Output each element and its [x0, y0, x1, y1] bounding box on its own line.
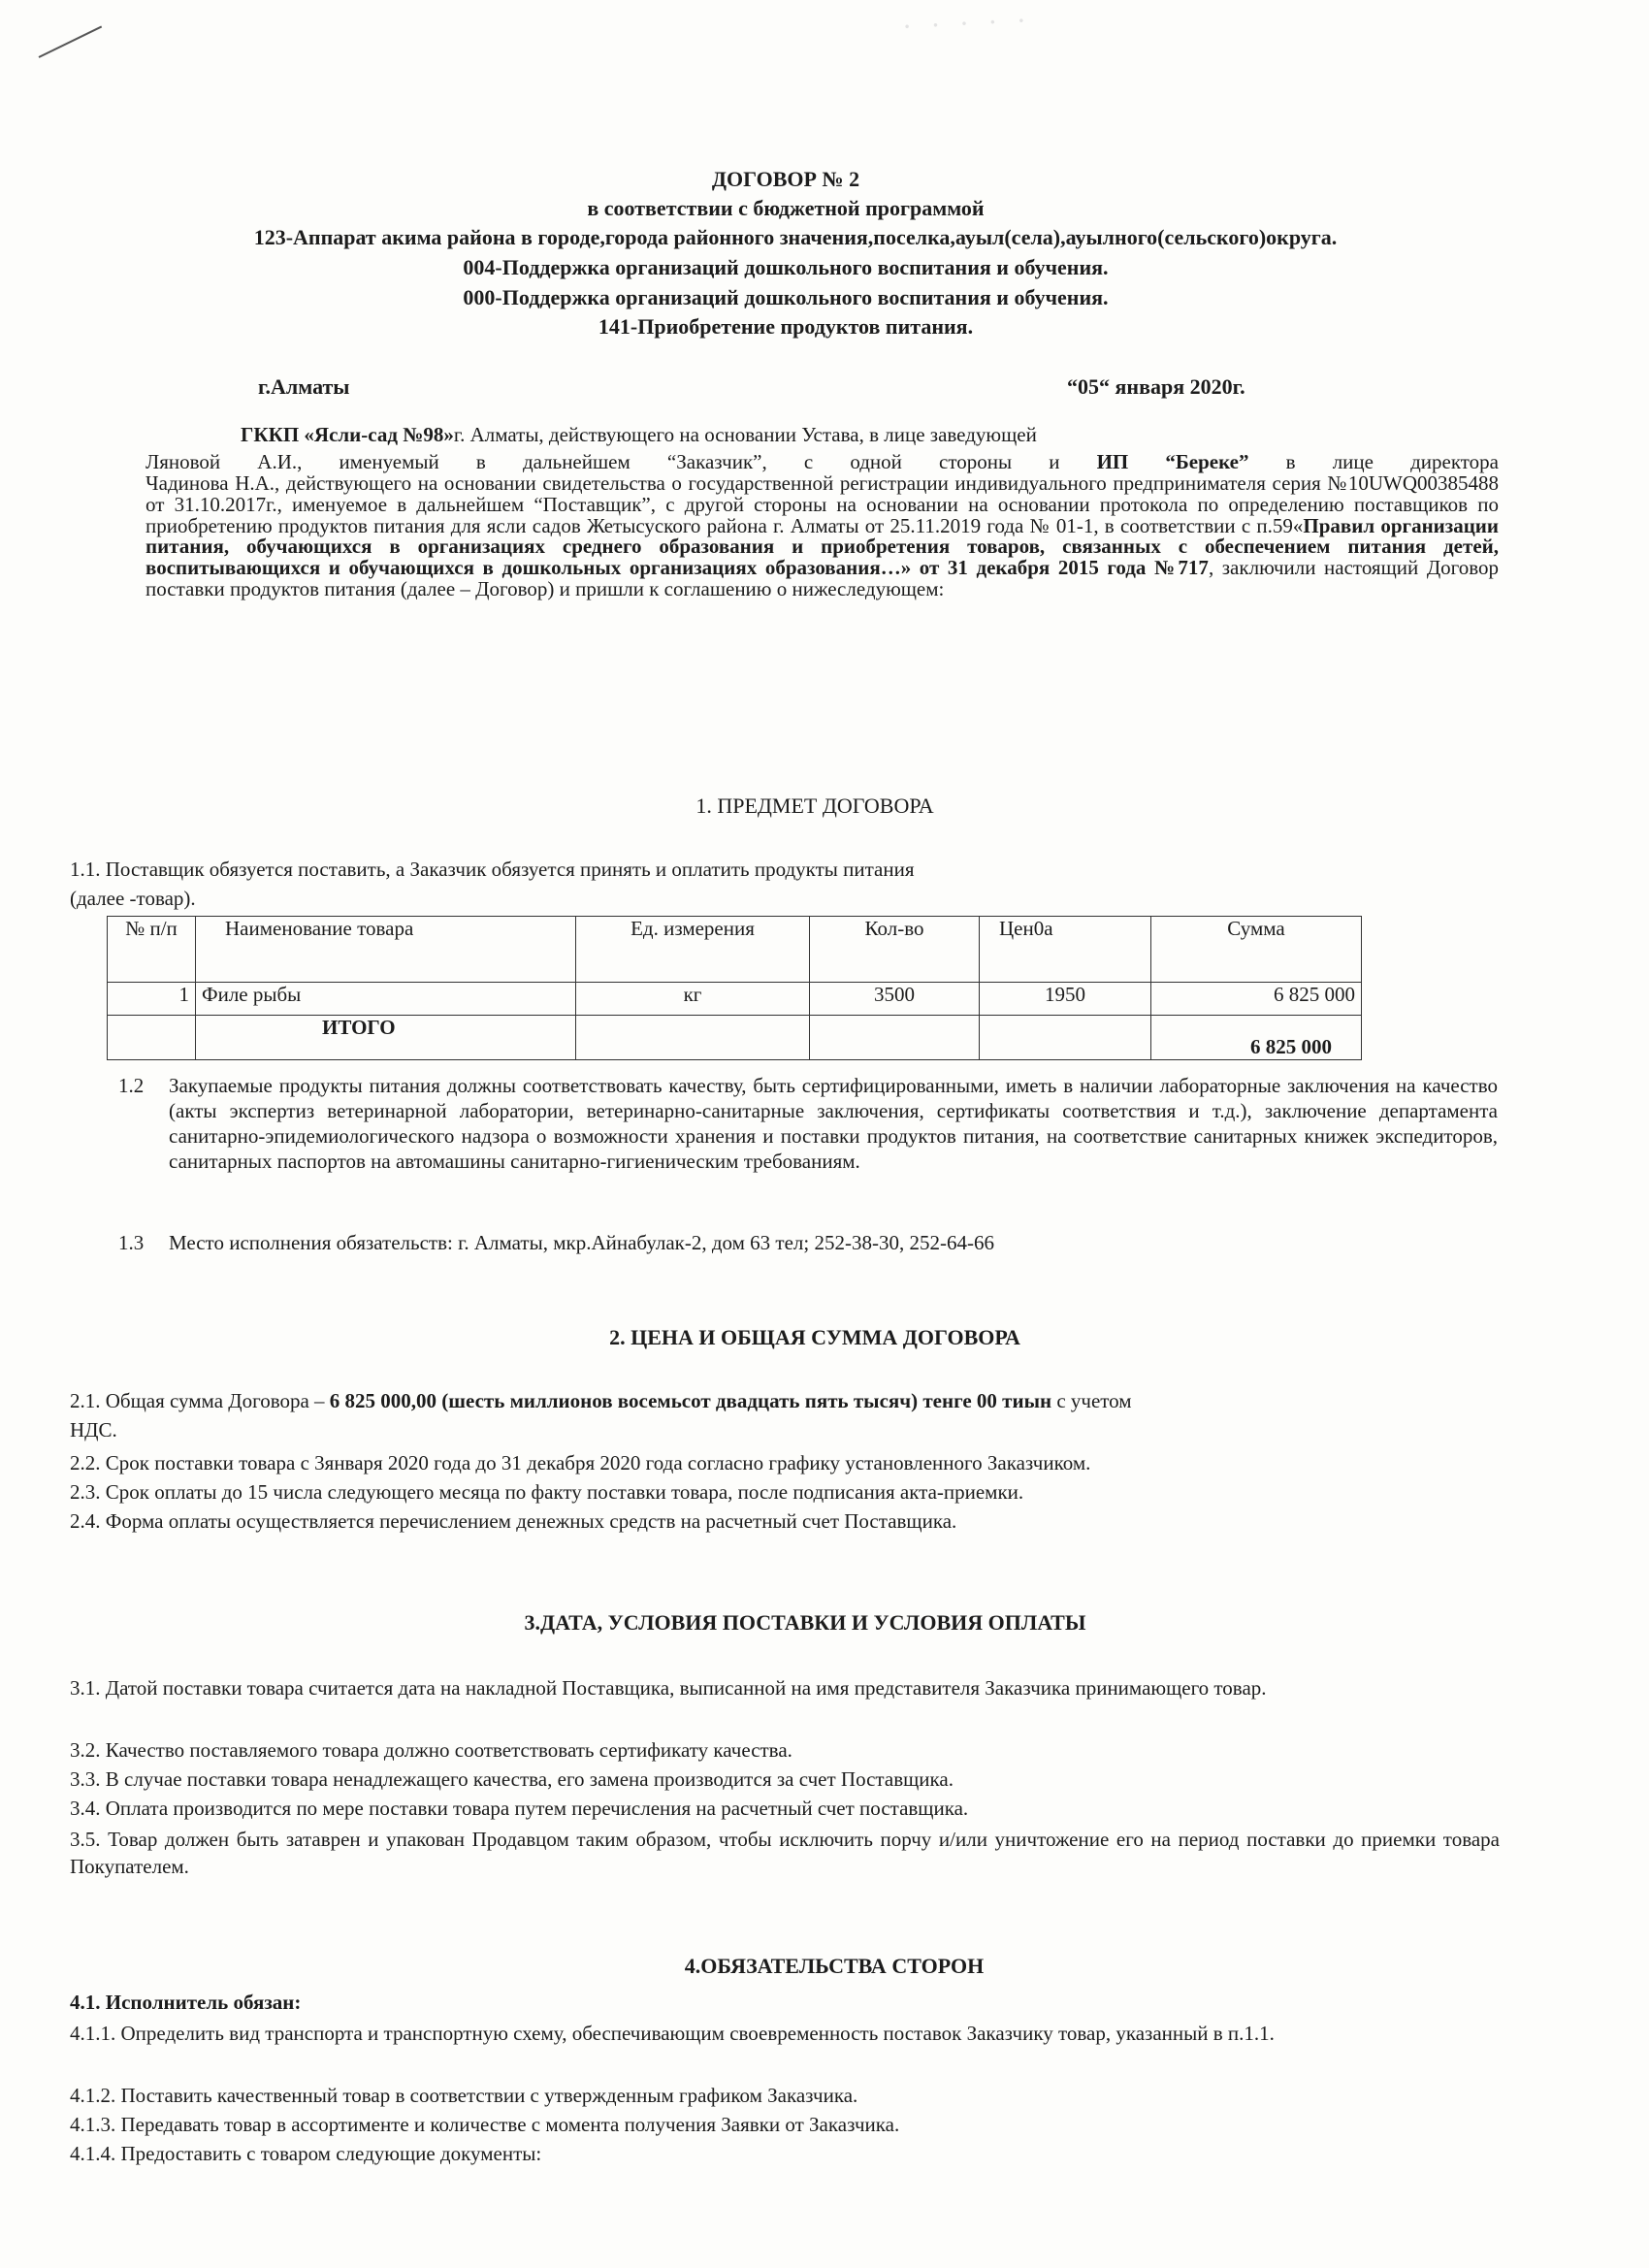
cell-price: 1950 — [980, 983, 1151, 1016]
contract-date: “05“ января 2020г. — [1067, 374, 1245, 399]
table-total-row — [108, 1016, 1362, 1060]
contract-title: ДОГОВОР № 2 — [711, 167, 860, 191]
item-1-1-cont: (далее -товар). — [70, 887, 196, 910]
item-2-3: 2.3. Срок оплаты до 15 числа следующего месяца по факту поставки товара, после подписания акта-приемки. — [70, 1480, 1024, 1504]
section-2-title: 2. ЦЕНА И ОБЩАЯ СУММА ДОГОВОРА — [609, 1325, 1020, 1349]
item-4-1: 4.1. Исполнитель обязан: — [70, 1991, 302, 2014]
contract-city: г.Алматы — [258, 374, 350, 399]
item-1-2: 1.2 Закупаемые продукты питания должны соответствовать качеству, быть сертифицированными, иметь в наличии лабораторные заключения на качество (акты экспертиз ветеринарной лаборатории, ветеринарно-санитарные заключения, сертификаты соответствия и т.д.), заключение департамента санитарно-эпидемиологического надзора о возможности хранения и поставки продуктов питания, на соответствие санитарных книжек экспедиторов, санитарных паспортов на автомашины санитарно-гигиеническим требованиям. — [118, 1074, 1498, 1173]
contract-subtitle: в соответствии с бюджетной программой — [587, 196, 985, 220]
supplier-name: ИП “Береке” — [1096, 450, 1249, 473]
item-3-5: 3.5. Товар должен быть затаврен и упакован Продавцом таким образом, чтобы исключить порчу и/или уничтожение его на период поставки до приемки товара Покупателем. — [70, 1828, 1500, 1878]
preamble-line2: Ляновой А.И., именуемый в дальнейшем “Заказчик”, с одной стороны и ИП “Береке” в лице директора — [146, 450, 1499, 473]
cell-sum: 6 825 000 — [1151, 983, 1362, 1016]
col-header-name: Наименование товара — [196, 917, 576, 983]
item-4-1-3: 4.1.3. Передавать товар в ассортименте и количестве с момента получения Заявки от Заказчика. — [70, 2113, 900, 2136]
goods-table — [107, 916, 1362, 1060]
total-value: 6 825 000 — [1151, 1016, 1362, 1060]
col-header-number: № п/п — [108, 917, 196, 983]
customer-org: ГККП «Ясли-сад №98» — [241, 423, 454, 446]
item-1-1: 1.1. Поставщик обязуется поставить, а Заказчик обязуется принять и оплатить продукты питания — [70, 858, 915, 881]
col-header-unit: Ед. измерения — [576, 917, 810, 983]
cell-qty: 3500 — [810, 983, 980, 1016]
preamble-body: Чадинова Н.А., действующего на основании свидетельства о государственной регистрации индивидуального предпринимателя серия №10UWQ00385488 от 31.10.2017г., именуемое в дальнейшем “Поставщик”, с другой стороны на основании на основании протокола по определению поставщиков по приобретению продуктов питания для ясли садов Жетысуского района г. Алматы от 25.11.2019 года № 01-1, в соответствии с п.59«Правил организации питания, обучающихся в организациях среднего образования и приобретения товаров, связанных с обеспечением питания детей, воспитывающихся и обучающихся в дошкольных организациях образования…» от 31 декабря 2015 года №717, заключили настоящий Договор поставки продуктов питания (далее – Договор) и пришли к соглашению о нижеследующем: — [146, 471, 1500, 600]
cell-unit: кг — [576, 983, 810, 1016]
faint-stamp: · · · · · — [901, 4, 1033, 44]
rules-reference: Правил организации питания, обучающихся в организациях среднего образования и приобретения товаров, связанных с обеспечением питания детей, воспитывающихся и обучающихся в дошкольных организациях образования…» от 31 декабря 2015 года №717 — [146, 513, 1500, 580]
item-4-1-4: 4.1.4. Предоставить с товаром следующие документы: — [70, 2142, 542, 2165]
item-2-4: 2.4. Форма оплаты осуществляется перечислением денежных средств на расчетный счет Поставщика. — [70, 1509, 957, 1533]
pen-mark — [39, 26, 103, 58]
table-row — [108, 983, 1362, 1016]
total-label: ИТОГО — [196, 1016, 576, 1060]
item-3-2: 3.2. Качество поставляемого товара должно соответствовать сертификату качества. — [70, 1738, 792, 1762]
budget-line-000: 000-Поддержка организаций дошкольного воспитания и обучения. — [463, 285, 1109, 309]
budget-line-004: 004-Поддержка организаций дошкольного воспитания и обучения. — [463, 255, 1109, 279]
item-1-3: 1.3 Место исполнения обязательств: г. Алматы, мкр.Айнабулак-2, дом 63 тел; 252-38-30, 252-64-66 — [118, 1231, 994, 1254]
item-2-1-cont: НДС. — [70, 1418, 117, 1442]
item-2-2: 2.2. Срок поставки товара с 3января 2020 года до 31 декабря 2020 года согласно графику установленного Заказчиком. — [70, 1451, 1091, 1474]
item-3-3: 3.3. В случае поставки товара ненадлежащего качества, его замена производится за счет Поставщика. — [70, 1767, 954, 1791]
section-4-title: 4.ОБЯЗАТЕЛЬСТВА СТОРОН — [684, 1954, 985, 1978]
budget-line-141: 141-Приобретение продуктов питания. — [598, 314, 974, 339]
section-1-title: 1. ПРЕДМЕТ ДОГОВОРА — [695, 794, 934, 818]
col-header-sum: Сумма — [1151, 917, 1362, 983]
item-3-1: 3.1. Датой поставки товара считается дата на накладной Поставщика, выписанной на имя представителя Заказчика принимающего товар. — [70, 1676, 1267, 1700]
item-2-1: 2.1. Общая сумма Договора – 6 825 000,00 (шесть миллионов восемьсот двадцать пять тысяч) тенге 00 тиын с учетом — [70, 1389, 1132, 1412]
cell-name: Филе рыбы — [196, 983, 576, 1016]
contract-total-amount: 6 825 000,00 (шесть миллионов восемьсот двадцать пять тысяч) тенге 00 тиын — [329, 1389, 1052, 1412]
item-3-4: 3.4. Оплата производится по мере поставки товара путем перечисления на расчетный счет поставщика. — [70, 1797, 969, 1820]
table-header-row — [108, 917, 1362, 983]
preamble-line1: ГККП «Ясли-сад №98»г. Алматы, действующего на основании Устава, в лице заведующей — [241, 423, 1037, 446]
item-4-1-2: 4.1.2. Поставить качественный товар в соответствии с утвержденным графиком Заказчика. — [70, 2084, 858, 2107]
cell-number: 1 — [108, 983, 196, 1016]
budget-line-123: 123-Аппарат акима района в городе,города районного значения,поселка,ауыл(села),ауылного(сельского)округа. — [253, 225, 1338, 249]
col-header-qty: Кол-во — [810, 917, 980, 983]
item-4-1-1: 4.1.1. Определить вид транспорта и транспортную схему, обеспечивающим своевременность поставок Заказчику товар, указанный в п.1.1. — [70, 2022, 1275, 2045]
section-3-title: 3.ДАТА, УСЛОВИЯ ПОСТАВКИ И УСЛОВИЯ ОПЛАТЫ — [524, 1610, 1086, 1635]
col-header-price: Цен0а — [980, 917, 1151, 983]
